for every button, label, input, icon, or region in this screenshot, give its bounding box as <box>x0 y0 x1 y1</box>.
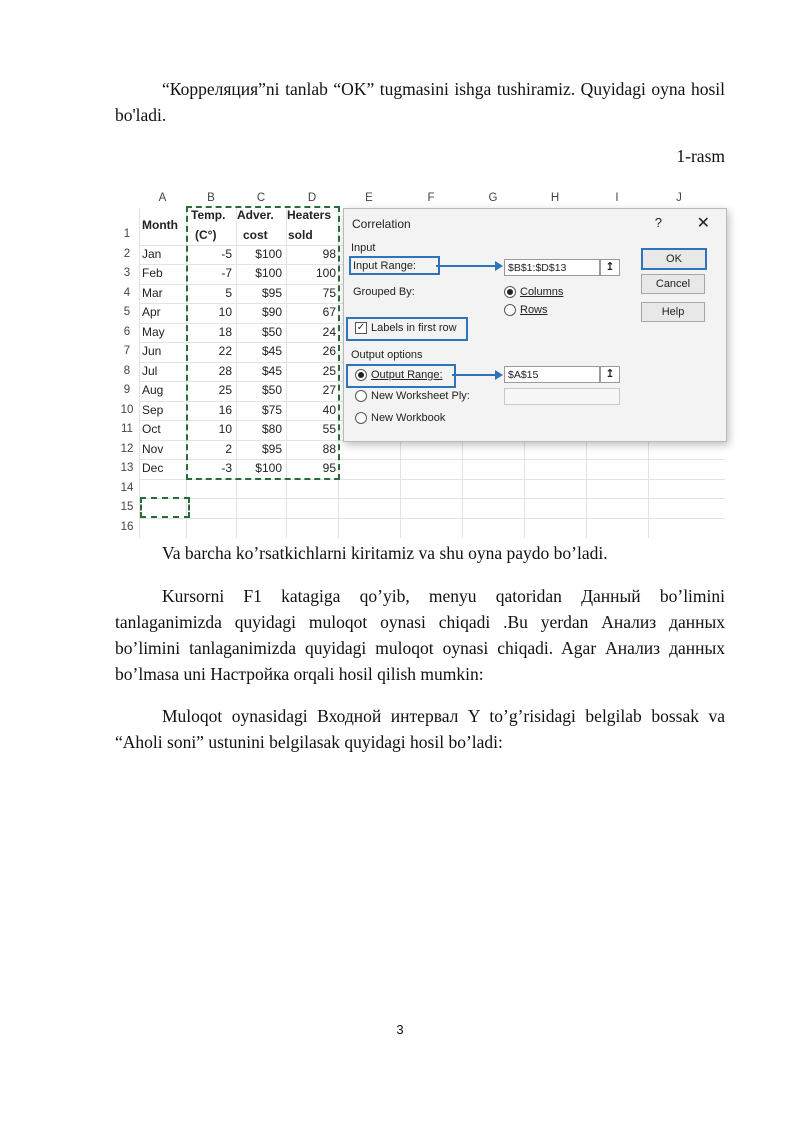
cell-cost: $50 <box>261 325 282 339</box>
cell-temp: 5 <box>225 286 232 300</box>
cell-month: Jul <box>142 364 158 378</box>
cell-sold: 95 <box>322 461 336 475</box>
columns-radio[interactable] <box>504 286 516 298</box>
cell-temp: 18 <box>218 325 232 339</box>
cell-month: Jan <box>142 247 162 261</box>
intro-paragraph: “Корреляция”ni tanlab “OK” tugmasini ishga tushiramiz. Quyidagi oyna hosil bo'ladi. <box>115 79 725 125</box>
cell-cost: $50 <box>261 383 282 397</box>
cell-month: Jun <box>142 344 162 358</box>
row-number: 8 <box>123 365 131 377</box>
cell-cost: $100 <box>255 247 282 261</box>
cell-month: Apr <box>142 305 161 319</box>
cell-sold: 40 <box>322 403 336 417</box>
col-header-f: F <box>427 192 435 204</box>
cell-cost: $95 <box>261 442 282 456</box>
input-section-label: Input <box>351 242 376 254</box>
paragraph-2: Va barcha ko’rsatkichlarni kiritamiz va shu oyna paydo bo’ladi. <box>162 543 608 563</box>
cell-sold: 67 <box>322 305 336 319</box>
row-number: 3 <box>123 267 131 279</box>
cell-cost: $45 <box>261 364 282 378</box>
header-heaters-1: Heaters <box>287 208 332 222</box>
rows-radio[interactable] <box>504 304 516 316</box>
cell-month: Aug <box>142 383 164 397</box>
cancel-button[interactable]: Cancel <box>641 274 705 294</box>
output-section-label: Output options <box>351 349 423 361</box>
row-number: 16 <box>120 521 134 533</box>
cell-month: Nov <box>142 442 164 456</box>
cell-temp: 22 <box>218 344 232 358</box>
row-number: 7 <box>123 345 131 357</box>
input-arrow <box>436 265 496 267</box>
col-header-g: G <box>488 192 498 204</box>
help-icon[interactable]: ? <box>654 215 662 230</box>
cell-temp: 16 <box>218 403 232 417</box>
col-header-e: E <box>365 192 373 204</box>
grouped-by-label: Grouped By: <box>353 286 415 298</box>
input-range-marquee <box>186 206 340 480</box>
cell-sold: 100 <box>315 266 336 280</box>
cell-month: Mar <box>142 286 163 300</box>
output-range-label: Output Range: <box>371 369 443 381</box>
rows-option-label: Rows <box>520 304 548 316</box>
collapse-dialog-icon[interactable]: ↥ <box>600 366 620 383</box>
col-header-c: C <box>256 192 266 204</box>
excel-figure <box>115 188 725 538</box>
output-range-radio[interactable] <box>355 369 367 381</box>
cell-temp: 10 <box>218 305 232 319</box>
cell-sold: 55 <box>322 422 336 436</box>
col-header-i: I <box>615 192 619 204</box>
labels-checkbox[interactable]: ✓ <box>356 322 366 333</box>
cell-month: May <box>142 325 165 339</box>
header-heaters-2: sold <box>288 228 313 242</box>
cell-sold: 98 <box>322 247 336 261</box>
col-header-d: D <box>307 192 317 204</box>
cell-cost: $100 <box>255 461 282 475</box>
new-workbook-label: New Workbook <box>371 412 446 424</box>
input-range-label: Input Range: <box>353 260 416 272</box>
new-workbook-radio[interactable] <box>355 412 367 424</box>
close-icon[interactable]: ✕ <box>696 215 710 232</box>
cell-temp: 10 <box>218 422 232 436</box>
row-number: 14 <box>120 482 134 494</box>
header-temp-1: Temp. <box>191 208 226 222</box>
input-arrowhead <box>495 261 503 271</box>
row-number: 11 <box>121 423 133 435</box>
row-number: 9 <box>123 384 131 396</box>
page-number: 3 <box>396 1022 404 1037</box>
figure-caption: 1-rasm <box>676 146 725 166</box>
cell-sold: 75 <box>322 286 336 300</box>
input-range-label-highlight <box>349 256 440 275</box>
labels-first-row-label: Labels in first row <box>371 322 457 334</box>
cell-temp: -3 <box>221 461 232 475</box>
new-worksheet-field[interactable] <box>504 388 620 405</box>
cell-temp: 2 <box>225 442 232 456</box>
cell-temp: -7 <box>221 266 232 280</box>
cell-temp: 25 <box>218 383 232 397</box>
header-adver-2: cost <box>243 228 268 242</box>
header-month: Month <box>142 218 178 232</box>
cell-sold: 24 <box>322 325 336 339</box>
cell-month: Sep <box>142 403 164 417</box>
row-number: 5 <box>123 306 131 318</box>
paragraph-3: Kursorni F1 katagiga qo’yib, menyu qatoridan Данный bo’limini tanlaganimizda quyidagi muloqot oynasi chiqadi .Bu yerdan Анализ данных bo’limini tanlaganimizda quyidagi muloqot oynasi chiqadi. Agar Анализ данных bo’lmasa uni Настройка orqali hosil qilish mumkin: <box>115 586 725 684</box>
row-number: 6 <box>123 326 131 338</box>
correlation-dialog <box>343 208 727 442</box>
cell-temp: 28 <box>218 364 232 378</box>
cell-month: Dec <box>142 461 164 475</box>
columns-option-label: Columns <box>520 286 564 298</box>
cell-sold: 25 <box>322 364 336 378</box>
new-worksheet-radio[interactable] <box>355 390 367 402</box>
header-temp-2: (C°) <box>195 228 217 242</box>
new-worksheet-label: New Worksheet Ply: <box>371 390 470 402</box>
dialog-title: Correlation <box>352 217 411 231</box>
help-button[interactable]: Help <box>641 302 705 322</box>
row-number: 10 <box>120 404 134 416</box>
cell-temp: -5 <box>221 247 232 261</box>
cell-month: Oct <box>142 422 161 436</box>
row-number: 4 <box>123 287 131 299</box>
cell-cost: $45 <box>261 344 282 358</box>
header-adver-1: Adver. <box>237 208 274 222</box>
col-header-j: J <box>676 192 682 204</box>
row-number: 15 <box>120 501 134 513</box>
row-number: 12 <box>120 443 134 455</box>
output-arrow <box>452 374 496 376</box>
output-cell-marquee <box>140 497 190 518</box>
col-header-b: B <box>207 192 215 204</box>
output-range-field[interactable]: $A$15 <box>504 366 600 383</box>
col-header-h: H <box>550 192 560 204</box>
cell-sold: 26 <box>322 344 336 358</box>
col-header-a: A <box>158 192 167 204</box>
row-number: 2 <box>123 248 131 260</box>
input-range-field[interactable]: $B$1:$D$13 <box>504 259 600 276</box>
cell-cost: $80 <box>261 422 282 436</box>
row-number: 1 <box>123 228 131 240</box>
cell-sold: 88 <box>322 442 336 456</box>
cell-sold: 27 <box>322 383 336 397</box>
cell-cost: $75 <box>261 403 282 417</box>
ok-button[interactable]: OK <box>641 248 707 270</box>
cell-cost: $90 <box>261 305 282 319</box>
collapse-dialog-icon[interactable]: ↥ <box>600 259 620 276</box>
cell-cost: $95 <box>261 286 282 300</box>
cell-cost: $100 <box>255 266 282 280</box>
paragraph-4: Muloqot oynasidagi Входной интервал Y to’g’risidagi belgilab bossak va “Aholi soni” ustunini belgilasak quyidagi hosil bo’ladi: <box>115 706 725 752</box>
row-number: 13 <box>120 462 134 474</box>
cell-month: Feb <box>142 266 163 280</box>
output-arrowhead <box>495 370 503 380</box>
